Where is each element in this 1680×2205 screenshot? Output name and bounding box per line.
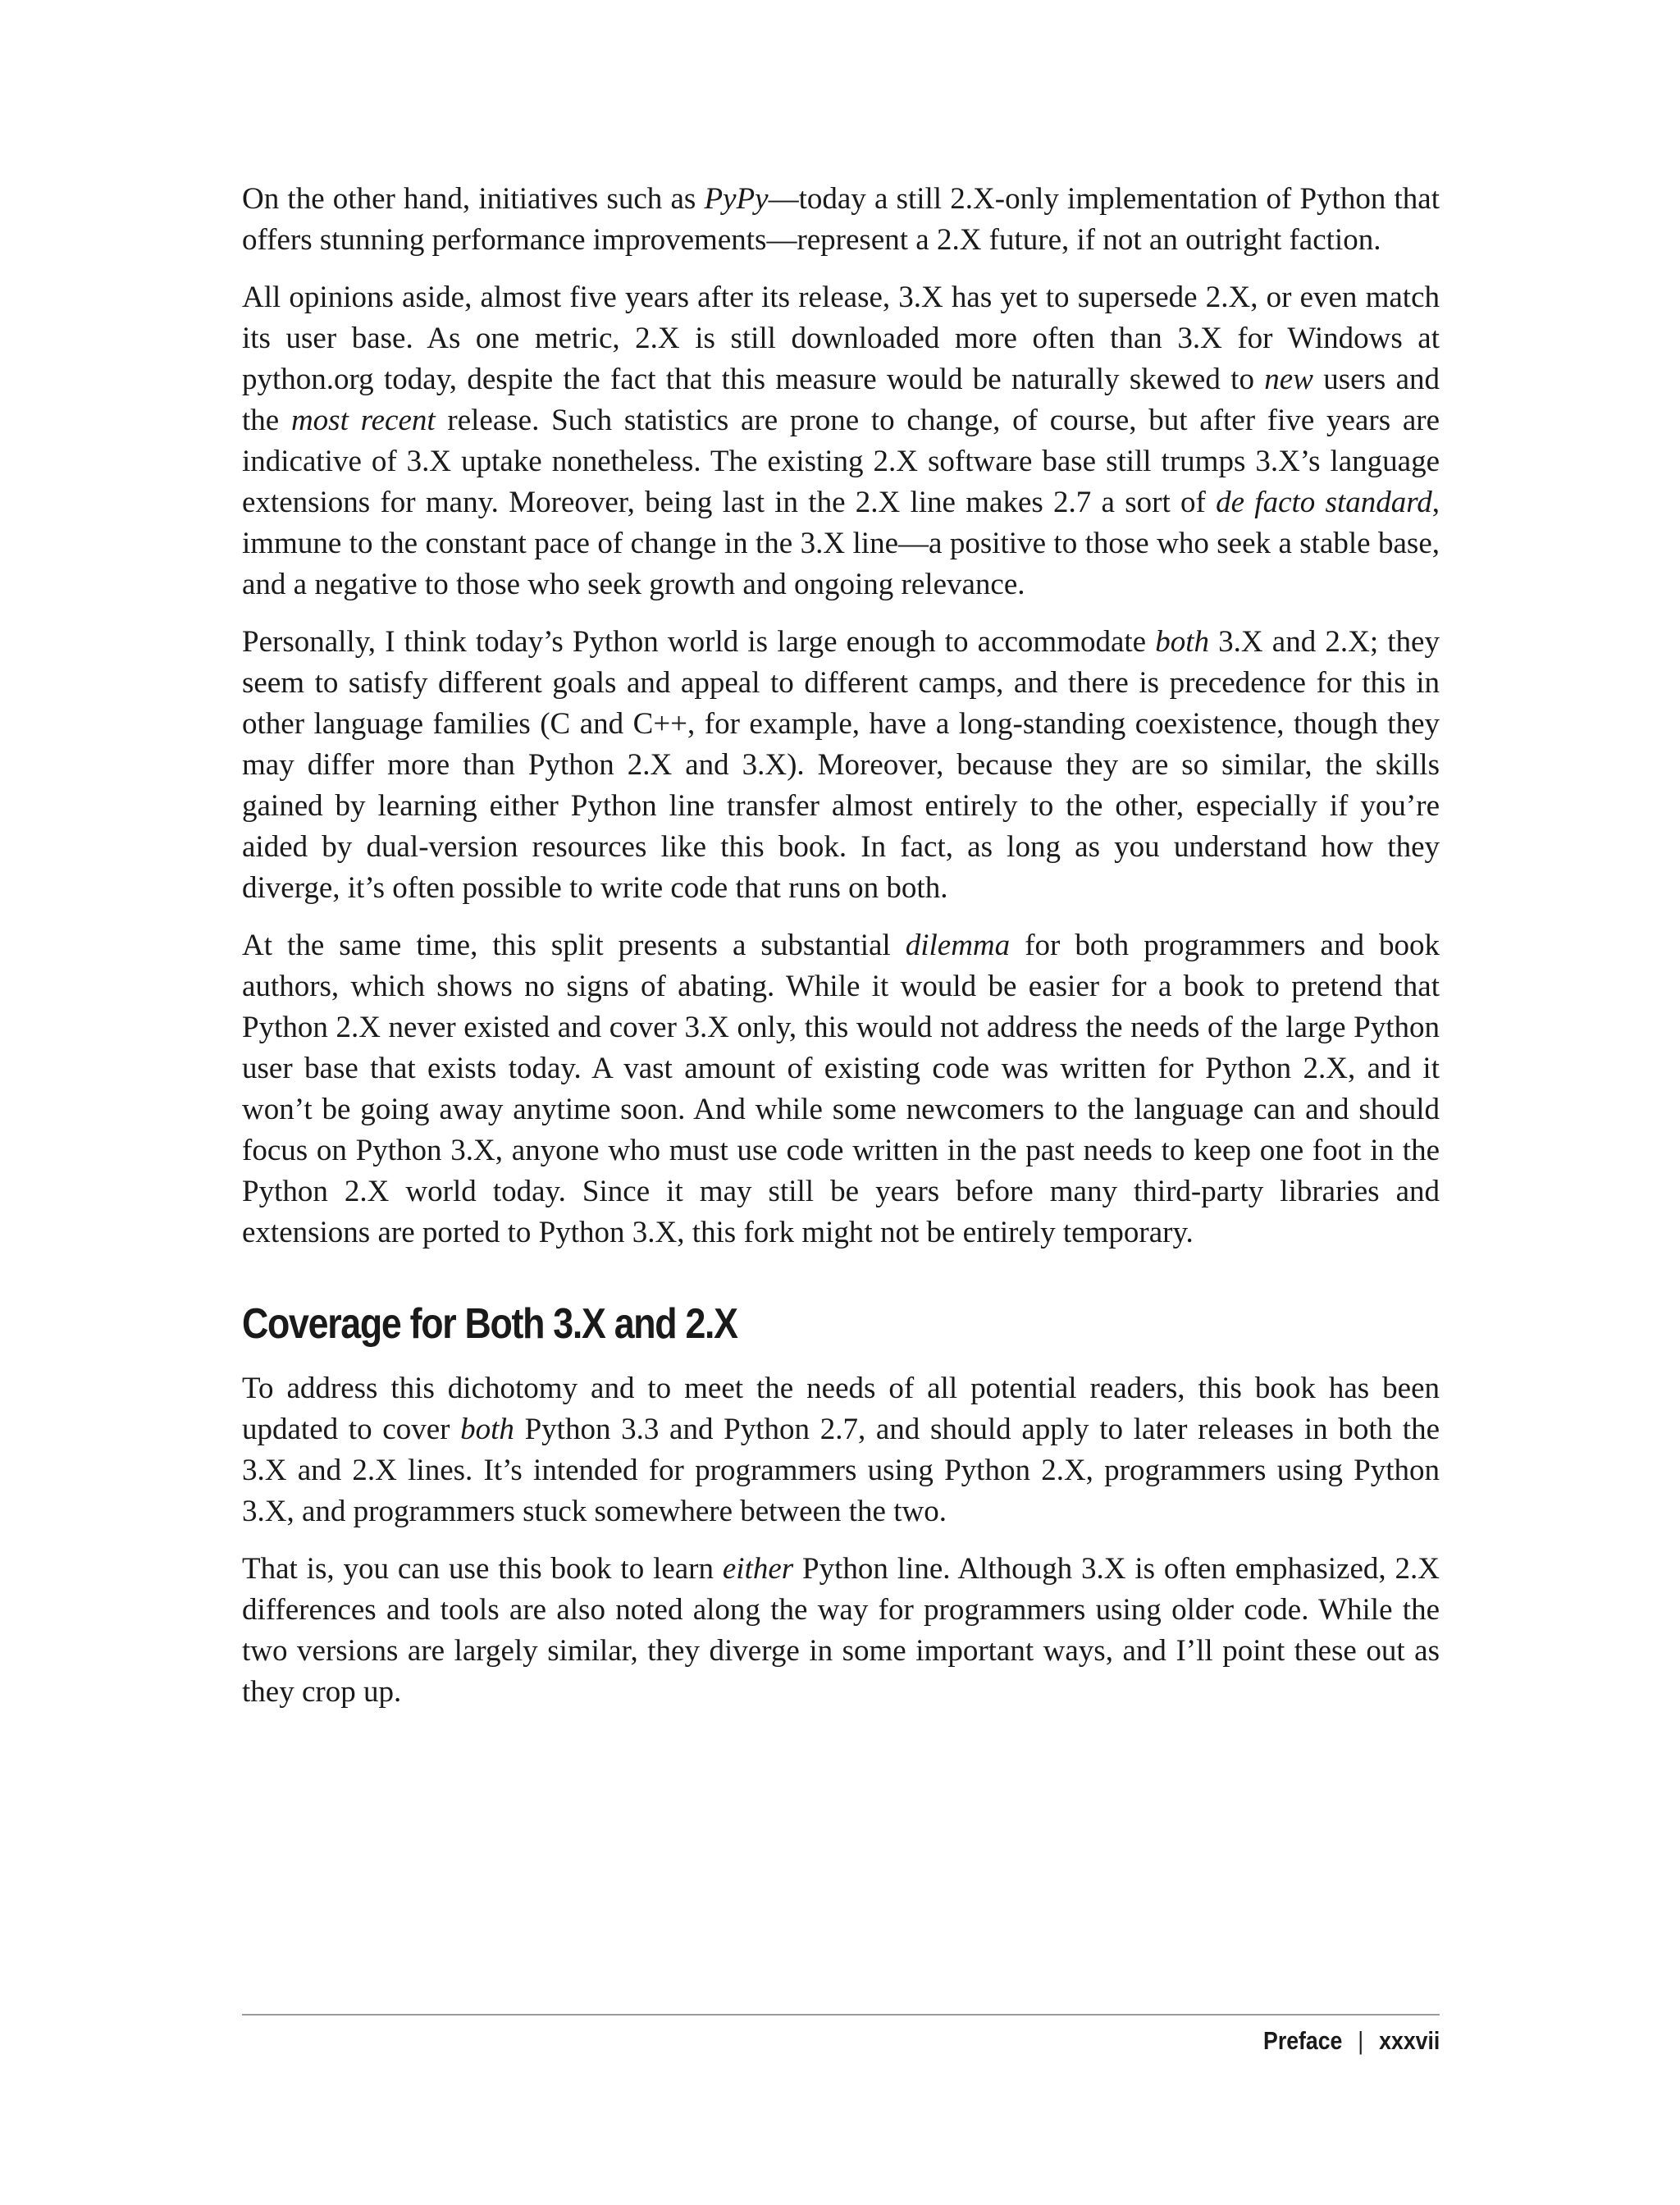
text-run: That is, you can use this book to learn <box>242 1552 723 1586</box>
emphasis: de facto standard <box>1216 486 1432 519</box>
text-run: At the same time, this split presents a substantial <box>242 929 906 962</box>
paragraph-opinions <box>242 277 1440 605</box>
text-run: On the other hand, initiatives such as <box>242 182 705 216</box>
emphasis: new <box>1264 363 1313 396</box>
page-footer <box>1263 2025 1440 2057</box>
text-run: for both programmers and book authors, which shows no signs of abating. While it would be easier for a book to pretend that Python 2.X never existed and cover 3.X only, this would not address the needs of the large Python user base that exists today. A vast amount of existing code was written for Python 2.X, and it won’t be going away anytime soon. And while some newcomers to the language can and should focus on Python 3.X, anyone who must use code written in the past needs to keep one foot in the Python 2.X world today. Since it may still be years before many third-party libraries and extensions are ported to Python 3.X, this fork might not be entirely temporary. <box>242 929 1440 1249</box>
emphasis: dilemma <box>905 929 1011 962</box>
paragraph-coverage <box>242 1368 1440 1532</box>
paragraph-either-line <box>242 1549 1440 1713</box>
page-body <box>242 179 1440 1729</box>
text-run: Python line. Although 3.X is often emphasized, 2.X differences and tools are also noted along the way for programmers using older code. While the two versions are largely similar, they diverge in some important ways, and I’ll point these out as they crop up. <box>242 1552 1440 1709</box>
text-run: To address this dichotomy and to meet the needs of all potential readers, this book has been updated to cover <box>242 1372 1440 1446</box>
text-run: 3.X and 2.X; they seem to satisfy different goals and appeal to different camps, and there is precedence for this in other language families (C and C++, for example, have a long-standing coexistence, though they may differ more than Python 2.X and 3.X). Moreover, because they are so similar, the skills gained by learning either Python line transfer almost entirely to the other, especially if you’re aided by dual-version resources like this book. In fact, as long as you understand how they diverge, it’s often possible to write code that runs on both. <box>242 625 1440 905</box>
emphasis: either <box>722 1552 794 1586</box>
paragraph-dilemma <box>242 925 1440 1253</box>
text-run: , immune to the constant pace of change in the 3.X line—a positive to those who seek a stable base, and a negative to those who seek growth and ongoing relevance. <box>242 486 1440 601</box>
text-run: users and the <box>242 363 1440 437</box>
footer-separator: | <box>1358 2026 1363 2055</box>
emphasis: both <box>1155 625 1210 659</box>
text-run: Personally, I think today’s Python world is large enough to accommodate <box>242 625 1156 659</box>
page-number: xxxvii <box>1378 2026 1440 2055</box>
paragraph-pypy <box>242 179 1440 261</box>
paragraph-personally <box>242 622 1440 909</box>
text-run: Python 3.3 and Python 2.7, and should apply to later releases in both the 3.X and 2.X lines. It’s intended for programmers using Python 2.X, programmers using Python 3.X, and programmers stuck somewhere between the two. <box>242 1413 1440 1528</box>
text-run: —today a still 2.X-only implementation of Python that offers stunning performance improvements—represent a 2.X future, if not an outright faction. <box>242 182 1440 257</box>
text-run: release. Such statistics are prone to change, of course, but after five years are indicative of 3.X uptake nonetheless. The existing 2.X software base still trumps 3.X’s language extensions for many. Moreover, being last in the 2.X line makes 2.7 a sort of <box>242 404 1440 519</box>
text-run: All opinions aside, almost five years after its release, 3.X has yet to supersede 2.X, or even match its user base. As one metric, 2.X is still downloaded more often than 3.X for Windows at python.org today, despite the fact that this measure would be naturally skewed to <box>242 281 1440 396</box>
footer-section-title: Preface <box>1262 2026 1343 2055</box>
section-heading: Coverage for Both 3.X and 2.X <box>242 1300 737 1348</box>
footer-divider <box>242 2014 1440 2016</box>
emphasis: PyPy <box>704 182 769 216</box>
emphasis: most recent <box>290 404 436 437</box>
emphasis: both <box>460 1413 514 1446</box>
